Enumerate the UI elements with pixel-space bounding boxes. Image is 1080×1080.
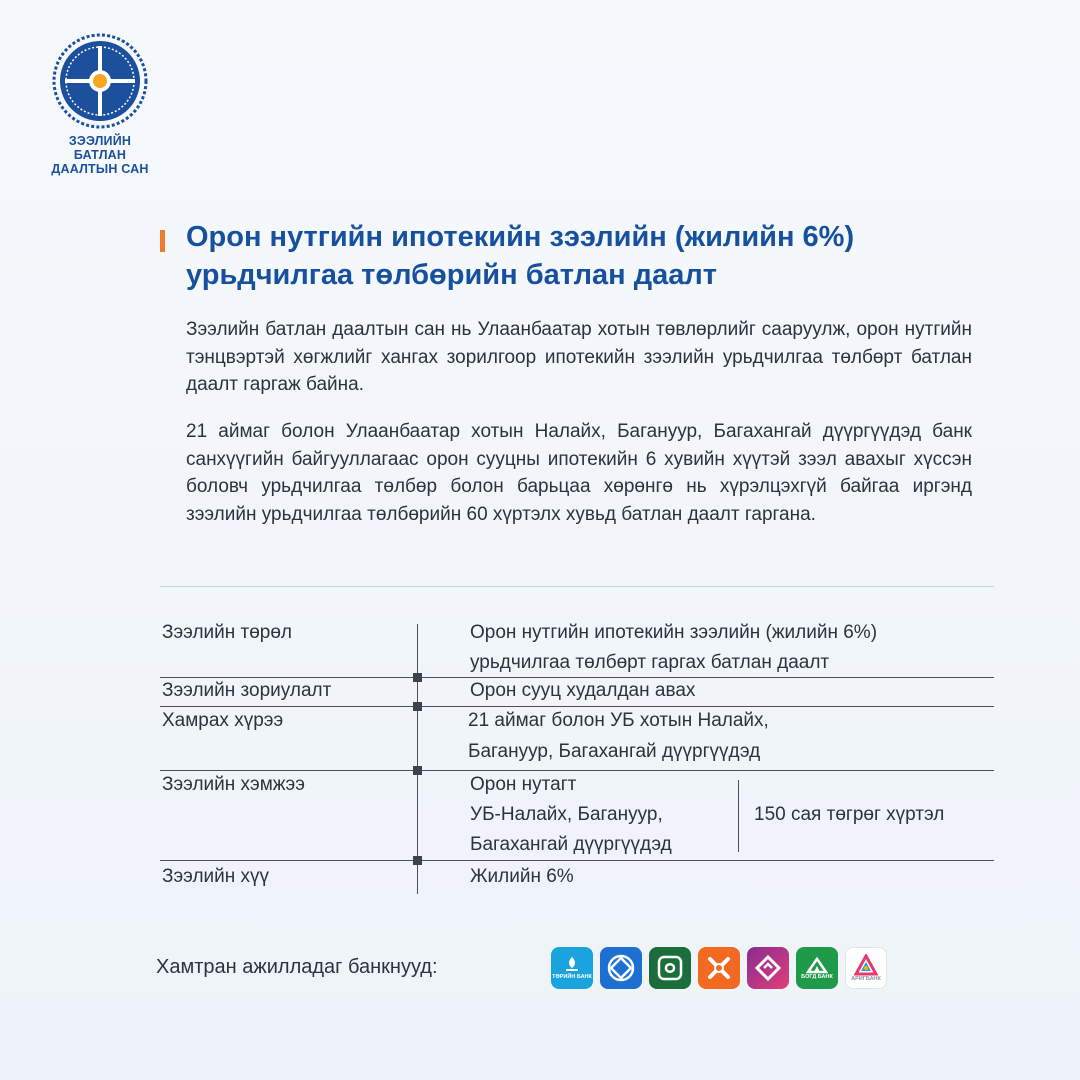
arig-bank-text: АРИГБАНК <box>851 976 881 982</box>
arig-bank-icon <box>854 954 878 976</box>
row-label-amount: Зээлийн хэмжээ <box>162 774 305 795</box>
title-accent-bar <box>160 230 165 252</box>
row-label-interest: Зээлийн хүү <box>162 866 270 887</box>
title-line2: урьдчилгаа төлбөрийн батлан даалт <box>186 259 717 291</box>
row-value-amount-line2: УБ-Налайх, Багануур, <box>470 804 663 825</box>
page-title <box>186 218 1020 294</box>
title-line1: Орон нутгийн ипотекийн зээлийн (жилийн 6%) <box>186 221 855 253</box>
row-value-loan-type-line1: Орон нутгийн ипотекийн зээлийн (жилийн 6%) <box>470 622 878 643</box>
organization-logo <box>42 32 158 176</box>
arig-bank-logo <box>845 947 887 989</box>
partner-banks-label: Хамтран ажилладаг банкнууд: <box>156 956 438 978</box>
row-value-amount-line1: Орон нутагт <box>470 774 577 795</box>
logo-text-line1: ЗЭЭЛИЙН БАТЛАН <box>68 134 132 162</box>
divider-marker <box>413 702 422 711</box>
amount-inner-divider <box>738 780 739 852</box>
tdb-bank-text: ТӨРИЙН БАНК <box>552 974 592 980</box>
intro-paragraph: Зээлийн батлан даалтын сан нь Улаанбаатар хотын төвлөрлийг сааруулж, орон нутгийн тэнцвэртэй хөгжлийг хангах зорилгоор ипотекийн зээлийн урьдчилгаа төлбөрт батлан даалт гаргаж байна. <box>186 319 972 395</box>
tdb-bank-icon <box>562 956 582 974</box>
state-bank-icon <box>753 953 783 983</box>
row-value-loan-type-line2: урьдчилгаа төлбөрт гаргах батлан даалт <box>470 652 830 673</box>
xac-bank-icon <box>704 953 734 983</box>
khan-bank-icon <box>606 953 636 983</box>
row-value-amount-max: 150 сая төгрөг хүртэл <box>754 804 945 825</box>
logo-text-line2: ДААЛТЫН САН <box>51 162 149 176</box>
row-value-coverage-line1: 21 аймаг болон УБ хотын Налайх, <box>468 710 769 731</box>
divider-marker <box>413 856 422 865</box>
row-value-interest: Жилийн 6% <box>470 866 574 887</box>
partner-banks-row <box>551 947 887 989</box>
divider-marker <box>413 766 422 775</box>
khan-bank-logo <box>600 947 642 989</box>
row-label-loan-type: Зээлийн төрөл <box>162 622 293 643</box>
row-label-purpose: Зээлийн зориулалт <box>162 680 332 701</box>
divider-marker <box>413 673 422 682</box>
emblem-icon <box>51 32 149 130</box>
bogd-bank-logo <box>796 947 838 989</box>
table-vertical-divider <box>417 624 418 894</box>
row-value-coverage-line2: Багануур, Багахангай дүүргүүдэд <box>468 741 761 762</box>
section-divider <box>160 586 994 587</box>
state-bank-logo <box>747 947 789 989</box>
bogd-bank-text: БОГД БАНК <box>801 974 833 980</box>
golomt-bank-icon <box>655 953 685 983</box>
golomt-bank-logo <box>649 947 691 989</box>
tdb-bank-logo <box>551 947 593 989</box>
xac-bank-logo <box>698 947 740 989</box>
row-value-amount-line3: Багахангай дүүргүүдэд <box>470 834 672 855</box>
row-value-purpose: Орон сууц худалдан авах <box>470 680 696 701</box>
bogd-bank-icon <box>806 956 828 974</box>
page-title-block <box>160 218 1020 294</box>
table-row-divider <box>160 860 994 861</box>
row-label-coverage: Хамрах хүрээ <box>162 710 284 731</box>
eligibility-paragraph: 21 аймаг болон Улаанбаатар хотын Налайх, Багануур, Багахангай дүүргүүдэд банк санхүүгийн байгууллагаас орон сууцны ипотекийн 6 хувийн хүүтэй зээл авахыг хүссэн боловч урьдчилгаа төлбөр болон барьцаа хөрөнгө нь хүрэлцэхгүй байгаа иргэнд зээлийн урьдчилгаа төлбөрийн 60 хүртэлх хувьд батлан даалт гаргана. <box>186 421 972 525</box>
